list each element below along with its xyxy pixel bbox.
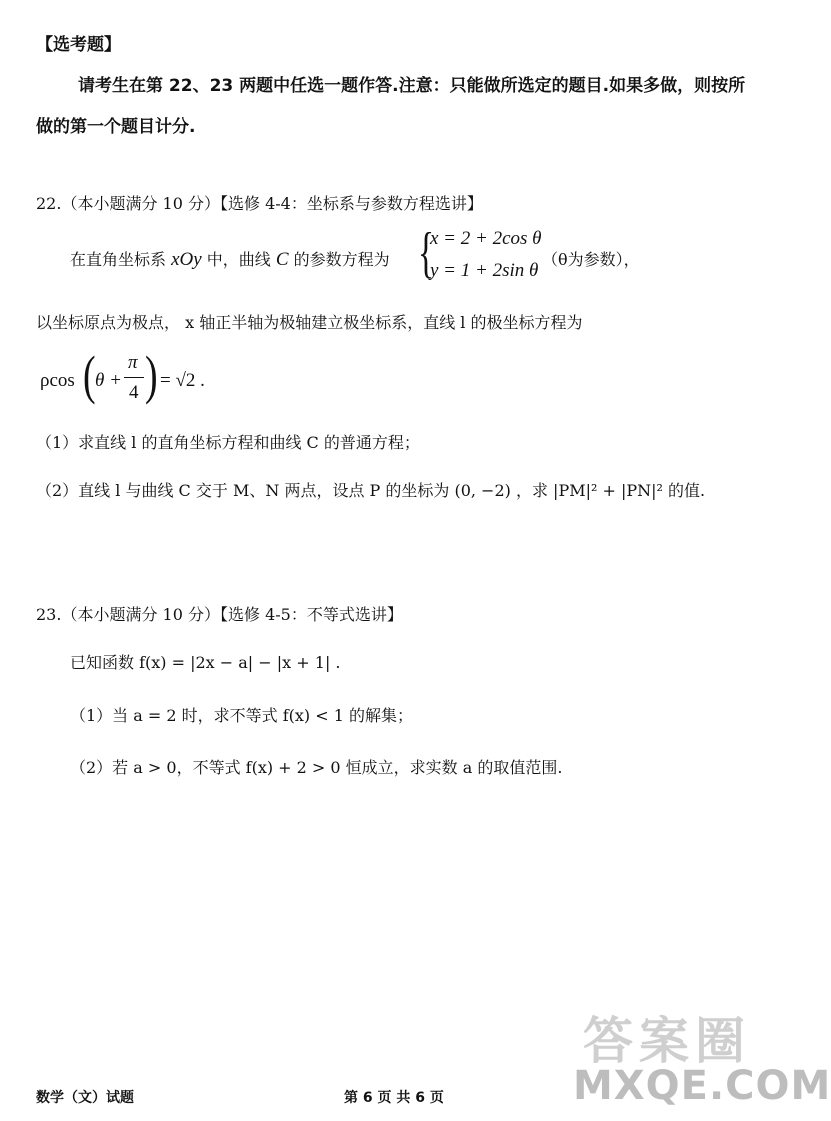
q22-curve-c: C [275,249,289,270]
q22-xoy: xOy [171,249,202,270]
q22-part-2: （2）直线 l 与曲线 C 交于 M、N 两点，设点 P 的坐标为 (0, −2) ，求 |PM|² + |PN|² 的值. [36,481,706,500]
watermark-bottom: MXQE.COM [573,1063,831,1109]
polar-frac-num: π [128,352,138,373]
system-brace: { [418,222,435,284]
polar-frac-den: 4 [129,382,139,403]
param-eq-x: x = 2 + 2cos θ [430,228,542,249]
footer-page: 第 6 页 共 6 页 [344,1090,444,1106]
q22-header: 22.（本小题满分 10 分）【选修 4-4：坐标系与参数方程选讲】 [36,194,483,213]
q22-intro [70,247,390,271]
param-eq-y: y = 1 + 2sin θ [430,260,539,281]
q23-given: 已知函数 f(x) = |2x − a| − |x + 1| . [70,653,341,672]
q23-part-1: （1）当 a = 2 时，求不等式 f(x) < 1 的解集； [70,706,414,725]
polar-lhs: ρcos [40,370,75,391]
polar-frac-line [124,377,144,378]
polar-theta: θ + [95,370,122,391]
param-note: （θ为参数）， [542,250,640,269]
q23-part-2: （2）若 a > 0，不等式 f(x) + 2 > 0 恒成立，求实数 a 的取值范围. [70,758,563,777]
instruction-line-1: 请考生在第 22、23 两题中任选一题作答.注意：只能做所选定的题目.如果多做，则按所 [78,76,746,96]
footer-left: 数学（文）试题 [36,1090,134,1106]
watermark-top: 答案圈 [583,1012,751,1070]
watermark-logo [573,997,831,1117]
polar-left-paren: ( [83,345,96,405]
q22-intro-text: 在直角坐标系 [70,250,172,269]
instruction-line-2: 做的第一个题目计分. [36,117,196,137]
q22-line-2: 以坐标原点为极点， x 轴正半轴为极轴建立极坐标系，直线 l 的极坐标方程为 [36,313,583,332]
q22-part-1: （1）求直线 l 的直角坐标方程和曲线 C 的普通方程； [36,433,420,452]
q22-intro-mid: 中，曲线 [201,250,276,269]
q22-intro-end: 的参数方程为 [288,250,390,269]
polar-rhs: = √2 . [160,370,205,391]
q23-header: 23.（本小题满分 10 分）【选修 4-5：不等式选讲】 [36,605,403,624]
polar-right-paren: ) [145,345,158,405]
section-title: 【选考题】 [36,35,121,55]
